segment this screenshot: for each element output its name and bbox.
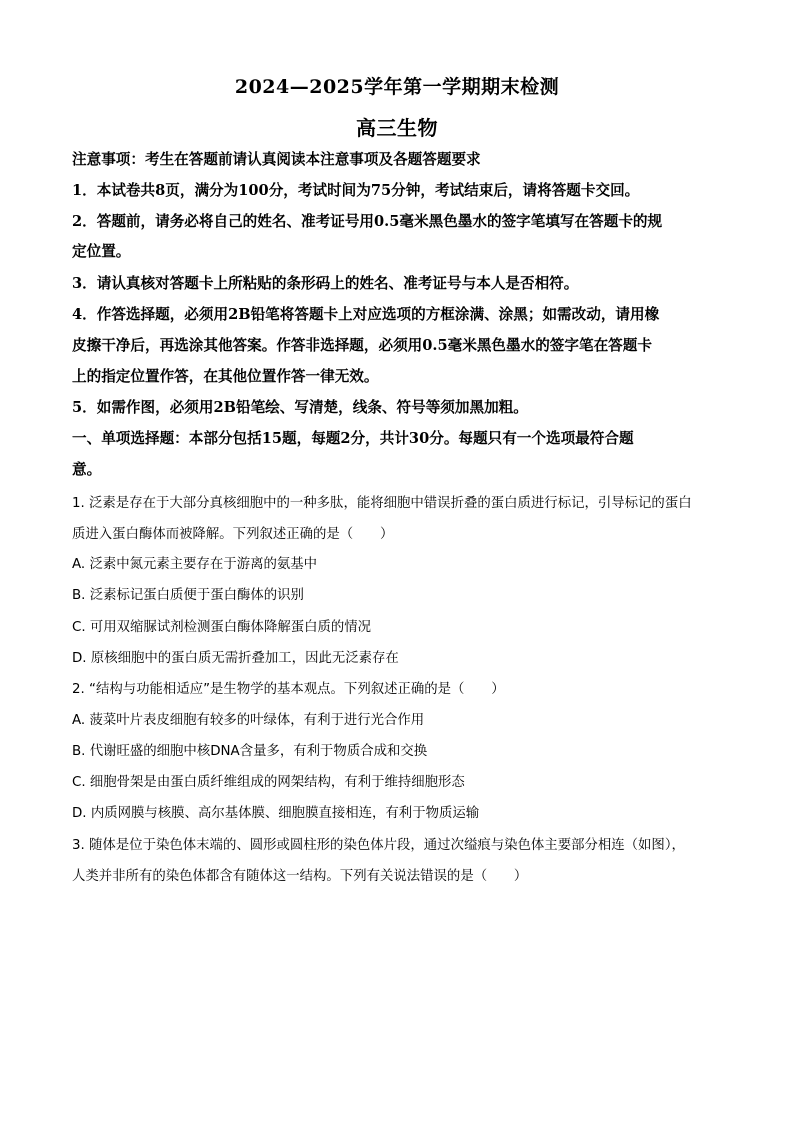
notice-item-2-line-1: 2．答题前，请务必将自己的姓名、准考证号用0.5毫米黑色墨水的签字笔填写在答题卡的规	[72, 213, 663, 230]
notice-item-3: 3．请认真核对答题卡上所粘贴的条形码上的姓名、准考证号与本人是否相符。	[72, 275, 579, 292]
notice-item-4-line-2: 皮擦干净后，再选涂其他答案。作答非选择题，必须用0.5毫米黑色墨水的签字笔在答题卡	[72, 337, 652, 354]
q2-option-b: B. 代谢旺盛的细胞中核DNA含量多，有利于物质合成和交换	[72, 744, 428, 759]
q2-stem: 2. “结构与功能相适应”是生物学的基本观点。下列叙述正确的是（ ）	[72, 682, 505, 697]
q1-option-b: B. 泛素标记蛋白质便于蛋白酶体的识别	[72, 588, 304, 603]
notice-item-4-line-1: 4．作答选择题，必须用2B铅笔将答题卡上对应选项的方框涂满、涂黑；如需改动，请用橡	[72, 306, 660, 323]
q1-stem-line-1: 1. 泛素是存在于大部分真核细胞中的一种多肽，能将细胞中错误折叠的蛋白质进行标记，引导标记的蛋白	[72, 496, 692, 511]
section-heading-line-2: 意。	[72, 461, 102, 478]
q1-option-c: C. 可用双缩脲试剂检测蛋白酶体降解蛋白质的情况	[72, 620, 372, 635]
q3-stem-line-1: 3. 随体是位于染色体末端的、圆形或圆柱形的染色体片段，通过次缢痕与染色体主要部分相连（如图），	[72, 838, 685, 853]
notice-item-1: 1．本试卷共8页，满分为100分，考试时间为75分钟，考试结束后，请将答题卡交回。	[72, 182, 640, 199]
notice-item-4-line-3: 上的指定位置作答，在其他位置作答一律无效。	[72, 368, 379, 385]
q2-option-d: D. 内质网膜与核膜、高尔基体膜、细胞膜直接相连，有利于物质运输	[72, 806, 480, 821]
q1-option-d: D. 原核细胞中的蛋白质无需折叠加工，因此无泛素存在	[72, 651, 399, 666]
q2-option-c: C. 细胞骨架是由蛋白质纤维组成的网架结构，有利于维持细胞形态	[72, 775, 465, 790]
q1-stem-line-2: 质进入蛋白酶体而被降解。下列叙述正确的是（ ）	[72, 527, 394, 542]
notice-heading: 注意事项：考生在答题前请认真阅读本注意事项及各题答题要求	[72, 151, 481, 168]
q3-stem-line-2: 人类并非所有的染色体都含有随体这一结构。下列有关说法错误的是（ ）	[72, 869, 528, 884]
q2-option-a: A. 菠菜叶片表皮细胞有较多的叶绿体，有利于进行光合作用	[72, 713, 425, 728]
notice-item-2-line-2: 定位置。	[72, 243, 131, 260]
exam-subject: 高三生物	[356, 116, 438, 140]
section-heading-line-1: 一、单项选择题：本部分包括15题，每题2分，共计30分。每题只有一个选项最符合题	[72, 430, 634, 447]
notice-item-5: 5．如需作图，必须用2B铅笔绘、写清楚，线条、符号等须加黑加粗。	[72, 399, 528, 416]
exam-title: 2024—2025学年第一学期期末检测	[234, 76, 560, 98]
q1-option-a: A. 泛素中氮元素主要存在于游离的氨基中	[72, 557, 318, 572]
